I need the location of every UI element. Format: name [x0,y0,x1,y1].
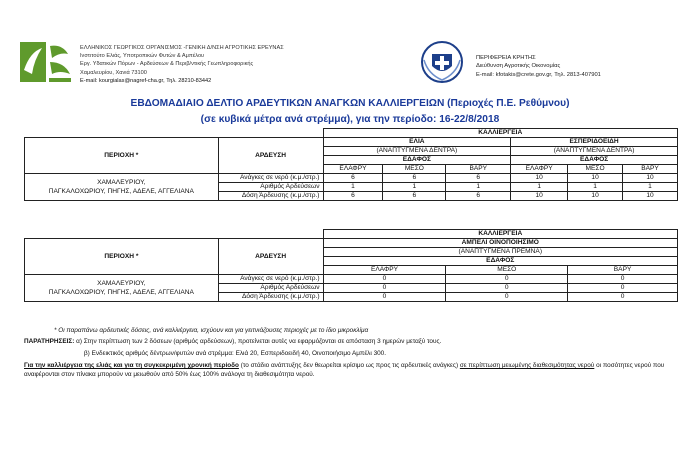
value-cell: 1 [446,183,511,192]
org-left-email: E-mail: kourgialas@nagref-cha.gr, Τηλ. 28210-83442 [80,77,212,84]
observations-a-text: α) Στην περίπτωση των 2 δόσεων (αριθμός αρδεύσεων), προτείνεται αυτές να εφαρμόζονται σε απόσταση 3 ημερών μεταξύ τους. [76,338,442,345]
observations-label: ΠΑΡΑΤΗΡΗΣΕΙΣ: [24,338,75,345]
table1-area-cell [25,174,219,201]
value-cell: 0 [568,293,678,302]
org-right-email: E-mail: kfotakis@crete.gov.gr, Τηλ. 2813-407901 [476,71,601,78]
org-right-line1: ΠΕΡΙΦΕΡΕΙΑ ΚΡΗΤΗΣ [476,55,536,61]
table1-irrigation-header: ΑΡΔΕΥΣΗ [218,138,323,174]
value-cell: 6 [323,174,383,183]
value-cell: 1 [511,183,568,192]
row-label: Αριθμός Αρδεύσεων [218,284,323,293]
value-cell: 0 [446,284,568,293]
table1-soil-medium: ΜΕΣΟ [568,165,623,174]
value-cell: 10 [511,174,568,183]
table1-crop-citrus: ΕΣΠΕΡΙΔΟΕΙΔΗ [511,138,678,147]
table2-soil-medium: ΜΕΣΟ [446,266,568,275]
olive-note [24,361,684,379]
table1-area-line2: ΠΑΓΚΑΛΟΧΩΡΙΟΥ, ΠΗΓΗΣ, ΑΔΕΛΕ, ΑΓΓΕΛΙΑΝΑ [48,188,194,195]
table2-irrigation-header: ΑΡΔΕΥΣΗ [218,239,323,275]
table-row [25,174,678,183]
irrigation-table-olive-citrus [24,128,678,201]
table1-kalliergeia-header: ΚΑΛΛΙΕΡΓΕΙΑ [323,129,678,138]
olive-note-end: οι ποσότητες νερού που αναφέρονται στον πίνακα μπορούν να μειωθούν από 50% έως 100% ανάλογα τη διαθεσιμότητα νερού. [24,362,665,378]
value-cell: 6 [323,192,383,201]
table-row [25,275,678,284]
org-left-line3: Εργ. Υδατικών Πόρων - Αρδεύσεων & Περιβ/ντικής Γεωπληροφορικής [80,61,254,68]
value-cell: 0 [568,275,678,284]
org-left-info [80,44,284,85]
value-cell: 10 [623,192,678,201]
value-cell: 0 [446,275,568,284]
value-cell: 6 [383,174,446,183]
row-label: Δόση Άρδευσης (κ.μ./στρ.) [218,192,323,201]
olive-note-bold: Για την καλλιέργεια της ελιάς και για τη συγκεκριμένη χρονική περίοδο [24,362,239,369]
org-left-line2: Ινστιτούτο Ελιάς, Υποτροπικών Φυτών & Αμπέλου [80,53,205,60]
value-cell: 10 [568,192,623,201]
table1-soil-light: ΕΛΑΦΡΥ [323,165,383,174]
table2-soil-heavy: ΒΑΡΥ [568,266,678,275]
observations-b: β) Ενδεικτικός αριθμός δέντρων/φυτών ανά στρέμμα: Ελιά 20, Εσπεριδοειδή 40, Οινοποιήσιμο Αμπέλι 300. [84,350,387,357]
row-label: Ανάγκες σε νερό (κ.μ./στρ.) [218,174,323,183]
table1-soil-medium: ΜΕΣΟ [383,165,446,174]
row-label: Ανάγκες σε νερό (κ.μ./στρ.) [218,275,323,284]
olive-note-underlined: σε περίπτωση μειωμένης διαθεσιμότητας νερού [459,362,595,369]
olive-note-mid: (το στάδιο ανάπτυξης δεν θεωρείται κρίσιμο ως προς τις αρδευτικές ανάγκες) [238,362,460,369]
table2-corner [25,230,324,239]
value-cell: 10 [511,192,568,201]
table1-olive-sub: (ΑΝΑΠΤΥΓΜΕΝΑ ΔΕΝΤΡΑ) [323,147,511,156]
table1-soil-heavy: ΒΑΡΥ [446,165,511,174]
org-left-line1: ΕΛΛΗΝΙΚΟΣ ΓΕΩΡΓΙΚΟΣ ΟΡΓΑΝΙΣΜΟΣ -ΓΕΝΙΚΗ Δ/ΝΣΗ ΑΓΡΟΤΙΚΗΣ ΕΡΕΥΝΑΣ [80,45,284,51]
table2-area-cell [25,275,219,302]
table2-soil-header: ΕΔΑΦΟΣ [323,257,677,266]
table2-soil-light: ΕΛΑΦΡΥ [323,266,446,275]
value-cell: 10 [623,174,678,183]
row-label: Δόση Άρδευσης (κ.μ./στρ.) [218,293,323,302]
observations-a [24,337,441,346]
value-cell: 0 [323,275,446,284]
irrigation-table-vineyard [24,229,678,302]
elgo-logo [20,40,72,86]
value-cell: 6 [383,192,446,201]
value-cell: 0 [446,293,568,302]
row-label: Αριθμός Αρδεύσεων [218,183,323,192]
table1-area-header: ΠΕΡΙΟΧΗ * [25,138,219,174]
org-left-line4: Χαμαλευρίου, Χανιά 73100 [80,69,147,76]
bulletin-period: (σε κυβικά μέτρα ανά στρέμμα), για την περίοδο: 16-22/8/2018 [200,114,500,125]
value-cell: 10 [568,174,623,183]
value-cell: 6 [446,192,511,201]
table2-area-line1: ΧΑΜΑΛΕΥΡΙΟΥ, [97,280,146,287]
value-cell: 0 [323,284,446,293]
org-right-line2: Διεύθυνση Αγροτικής Οικονομίας [476,63,561,70]
table2-vine-sub: (ΑΝΑΠΤΥΓΜΕΝΑ ΠΡΕΜΝΑ) [323,248,677,257]
value-cell: 0 [568,284,678,293]
value-cell: 1 [323,183,383,192]
table1-citrus-sub: (ΑΝΑΠΤΥΓΜΕΝΑ ΔΕΝΤΡΑ) [511,147,678,156]
value-cell: 6 [446,174,511,183]
table2-crop-vine: ΑΜΠΕΛΙ ΟΙΝΟΠΟΙΗΣΙΜΟ [323,239,677,248]
value-cell: 1 [383,183,446,192]
table1-corner [25,129,324,138]
table1-soil-light: ΕΛΑΦΡΥ [511,165,568,174]
table1-soil-header-citrus: ΕΔΑΦΟΣ [511,156,678,165]
table1-crop-olive: ΕΛΙΑ [323,138,511,147]
value-cell: 1 [623,183,678,192]
table2-kalliergeia-header: ΚΑΛΛΙΕΡΓΕΙΑ [323,230,677,239]
table1-soil-header-olive: ΕΔΑΦΟΣ [323,156,511,165]
table2-area-line2: ΠΑΓΚΑΛΟΧΩΡΙΟΥ, ΠΗΓΗΣ, ΑΔΕΛΕ, ΑΓΓΕΛΙΑΝΑ [48,289,194,296]
table1-soil-heavy: ΒΑΡΥ [623,165,678,174]
crete-emblem [420,40,464,84]
org-right-info [476,54,601,79]
value-cell: 1 [568,183,623,192]
table1-area-line1: ΧΑΜΑΛΕΥΡΙΟΥ, [97,179,146,186]
value-cell: 0 [323,293,446,302]
microclimate-note: * Οι παραπάνω αρδευτικές δόσεις, ανά καλλιέργεια, ισχύουν και για γειτνιάζουσες περιοχές με το ίδιο μικροκλίμα [54,327,369,334]
table2-area-header: ΠΕΡΙΟΧΗ * [25,239,219,275]
bulletin-title: ΕΒΔΟΜΑΔΙΑΙΟ ΔΕΛΤΙΟ ΑΡΔΕΥΤΙΚΩΝ ΑΝΑΓΚΩΝ ΚΑΛΛΙΕΡΓΕΙΩΝ (Περιοχές Π.Ε. Ρεθύμνου) [130,98,570,109]
